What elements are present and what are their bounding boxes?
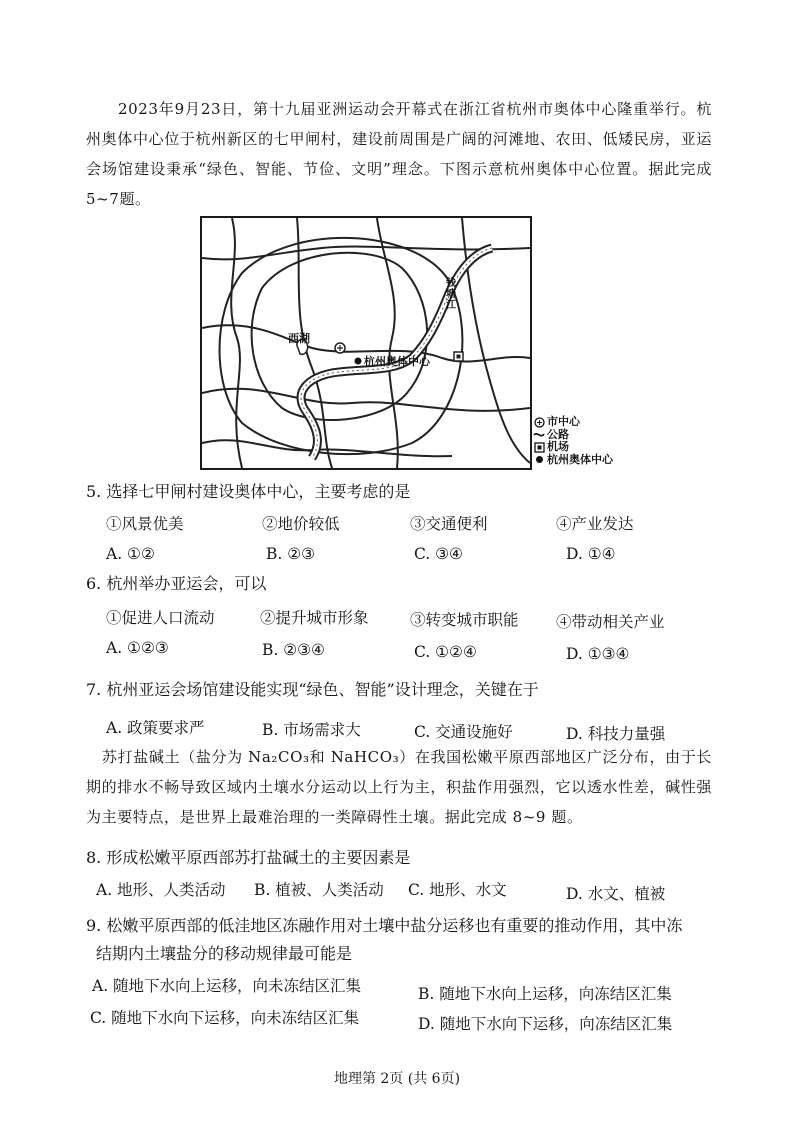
intro-passage-1: 2023年9月23日，第十九届亚洲运动会开幕式在浙江省杭州市奥体中心隆重举行。杭州奥体中心位于杭州新区的七甲闸村，建设前周围是广阔的河滩地、农田、低矮民房，亚运会场馆建设秉承“绿色、智能、节俭、文明”理念。下图示意杭州奥体中心位置。据此完成5~7题。 bbox=[86, 100, 712, 208]
q6-item-2: ②提升城市形象 bbox=[260, 609, 369, 627]
q7-option-b[interactable]: B. 市场需求大 bbox=[262, 721, 361, 739]
q5-stem: 5. 选择七甲闸村建设奥体中心，主要考虑的是 bbox=[86, 482, 411, 501]
q7-stem: 7. 杭州亚运会场馆建设能实现“绿色、智能”设计理念，关键在于 bbox=[86, 680, 539, 699]
q9-option-c[interactable]: C. 随地下水向下运移，向未冻结区汇集 bbox=[90, 1009, 360, 1027]
olympic-center-dot-icon bbox=[533, 454, 545, 466]
q9-option-d[interactable]: D. 随地下水向下运移，向冻结区汇集 bbox=[418, 1015, 673, 1033]
q5-item-2: ②地价较低 bbox=[262, 515, 340, 533]
road-8 bbox=[231, 218, 242, 468]
q6-item-4: ④带动相关产业 bbox=[556, 613, 665, 631]
olympic-center-marker bbox=[355, 358, 362, 365]
q8-option-d[interactable]: D. 水文、植被 bbox=[566, 885, 666, 903]
legend-label-road: 公路 bbox=[547, 427, 569, 441]
q5-option-b[interactable]: B. ②③ bbox=[266, 545, 316, 563]
hangzhou-map bbox=[200, 216, 532, 470]
map-legend bbox=[533, 416, 613, 466]
legend-label-olympic-center: 杭州奥体中心 bbox=[547, 452, 613, 466]
road-4 bbox=[377, 218, 398, 468]
q6-option-a[interactable]: A. ①②③ bbox=[106, 639, 169, 657]
q9-stem-line-1: 9. 松嫩平原西部的低洼地区冻融作用对土壤中盐分运移也有重要的推动作用，其中冻 bbox=[86, 916, 683, 935]
q6-option-c[interactable]: C. ①②④ bbox=[414, 643, 477, 661]
map-label-river: 钱塘江 bbox=[446, 278, 456, 311]
legend-row-olympic-center bbox=[533, 454, 613, 467]
legend-row-airport bbox=[533, 441, 613, 454]
map-label-west-lake: 西湖 bbox=[288, 332, 310, 345]
legend-row-road bbox=[533, 429, 613, 442]
q5-item-3: ③交通便利 bbox=[410, 515, 488, 533]
map-label-olympic-center: 杭州奥体中心 bbox=[364, 355, 430, 368]
legend-label-city-center: 市中心 bbox=[547, 415, 580, 428]
q5-option-d[interactable]: D. ①④ bbox=[566, 545, 616, 563]
q5-item-1: ①风景优美 bbox=[106, 515, 184, 533]
q8-option-a[interactable]: A. 地形、人类活动 bbox=[96, 881, 226, 899]
q7-option-c[interactable]: C. 交通设施好 bbox=[414, 723, 513, 741]
road-ring-inner bbox=[252, 253, 428, 420]
q6-option-b[interactable]: B. ②③④ bbox=[262, 641, 325, 659]
q5-option-c[interactable]: C. ③④ bbox=[414, 545, 463, 563]
road-2 bbox=[202, 389, 530, 411]
q5-item-4: ④产业发达 bbox=[556, 515, 634, 533]
q7-option-a[interactable]: A. 政策要求严 bbox=[106, 719, 205, 737]
city-center-icon bbox=[533, 416, 545, 428]
q9-stem-line-2: 结期内土壤盐分的移动规律最可能是 bbox=[96, 944, 353, 963]
q8-option-c[interactable]: C. 地形、水文 bbox=[408, 881, 507, 899]
q9-option-a[interactable]: A. 随地下水向上运移，向未冻结区汇集 bbox=[92, 977, 362, 995]
q8-stem: 8. 形成松嫩平原西部苏打盐碱土的主要因素是 bbox=[86, 848, 411, 867]
q6-stem: 6. 杭州举办亚运会，可以 bbox=[86, 574, 267, 593]
q7-option-d[interactable]: D. 科技力量强 bbox=[566, 725, 666, 743]
airport-icon bbox=[533, 441, 545, 453]
map-svg bbox=[202, 218, 530, 468]
q8-option-b[interactable]: B. 植被、人类活动 bbox=[254, 881, 384, 899]
q6-item-3: ③转变城市职能 bbox=[410, 611, 519, 629]
legend-row-city-center bbox=[533, 416, 613, 429]
q6-option-d[interactable]: D. ①③④ bbox=[566, 645, 630, 663]
q9-option-b[interactable]: B. 随地下水向上运移，向冻结区汇集 bbox=[418, 985, 672, 1003]
intro-passage-2: 苏打盐碱土（盐分为 Na₂CO₃和 NaHCO₃）在我国松嫩平原西部地区广泛分布，由于长期的排水不畅导致区域内土壤水分运动以上行为主，积盐作用强烈，它以透水性差，碱性强为主要特点，是世界上最难治理的一类障碍性土壤。据此完成 8~9 题。 bbox=[86, 748, 712, 826]
road-icon bbox=[533, 429, 545, 441]
q6-item-1: ①促进人口流动 bbox=[106, 609, 215, 627]
legend-label-airport: 机场 bbox=[547, 440, 569, 453]
page-footer: 地理第 2页 (共 6页) bbox=[333, 1071, 461, 1087]
q5-option-a[interactable]: A. ①② bbox=[106, 545, 155, 563]
